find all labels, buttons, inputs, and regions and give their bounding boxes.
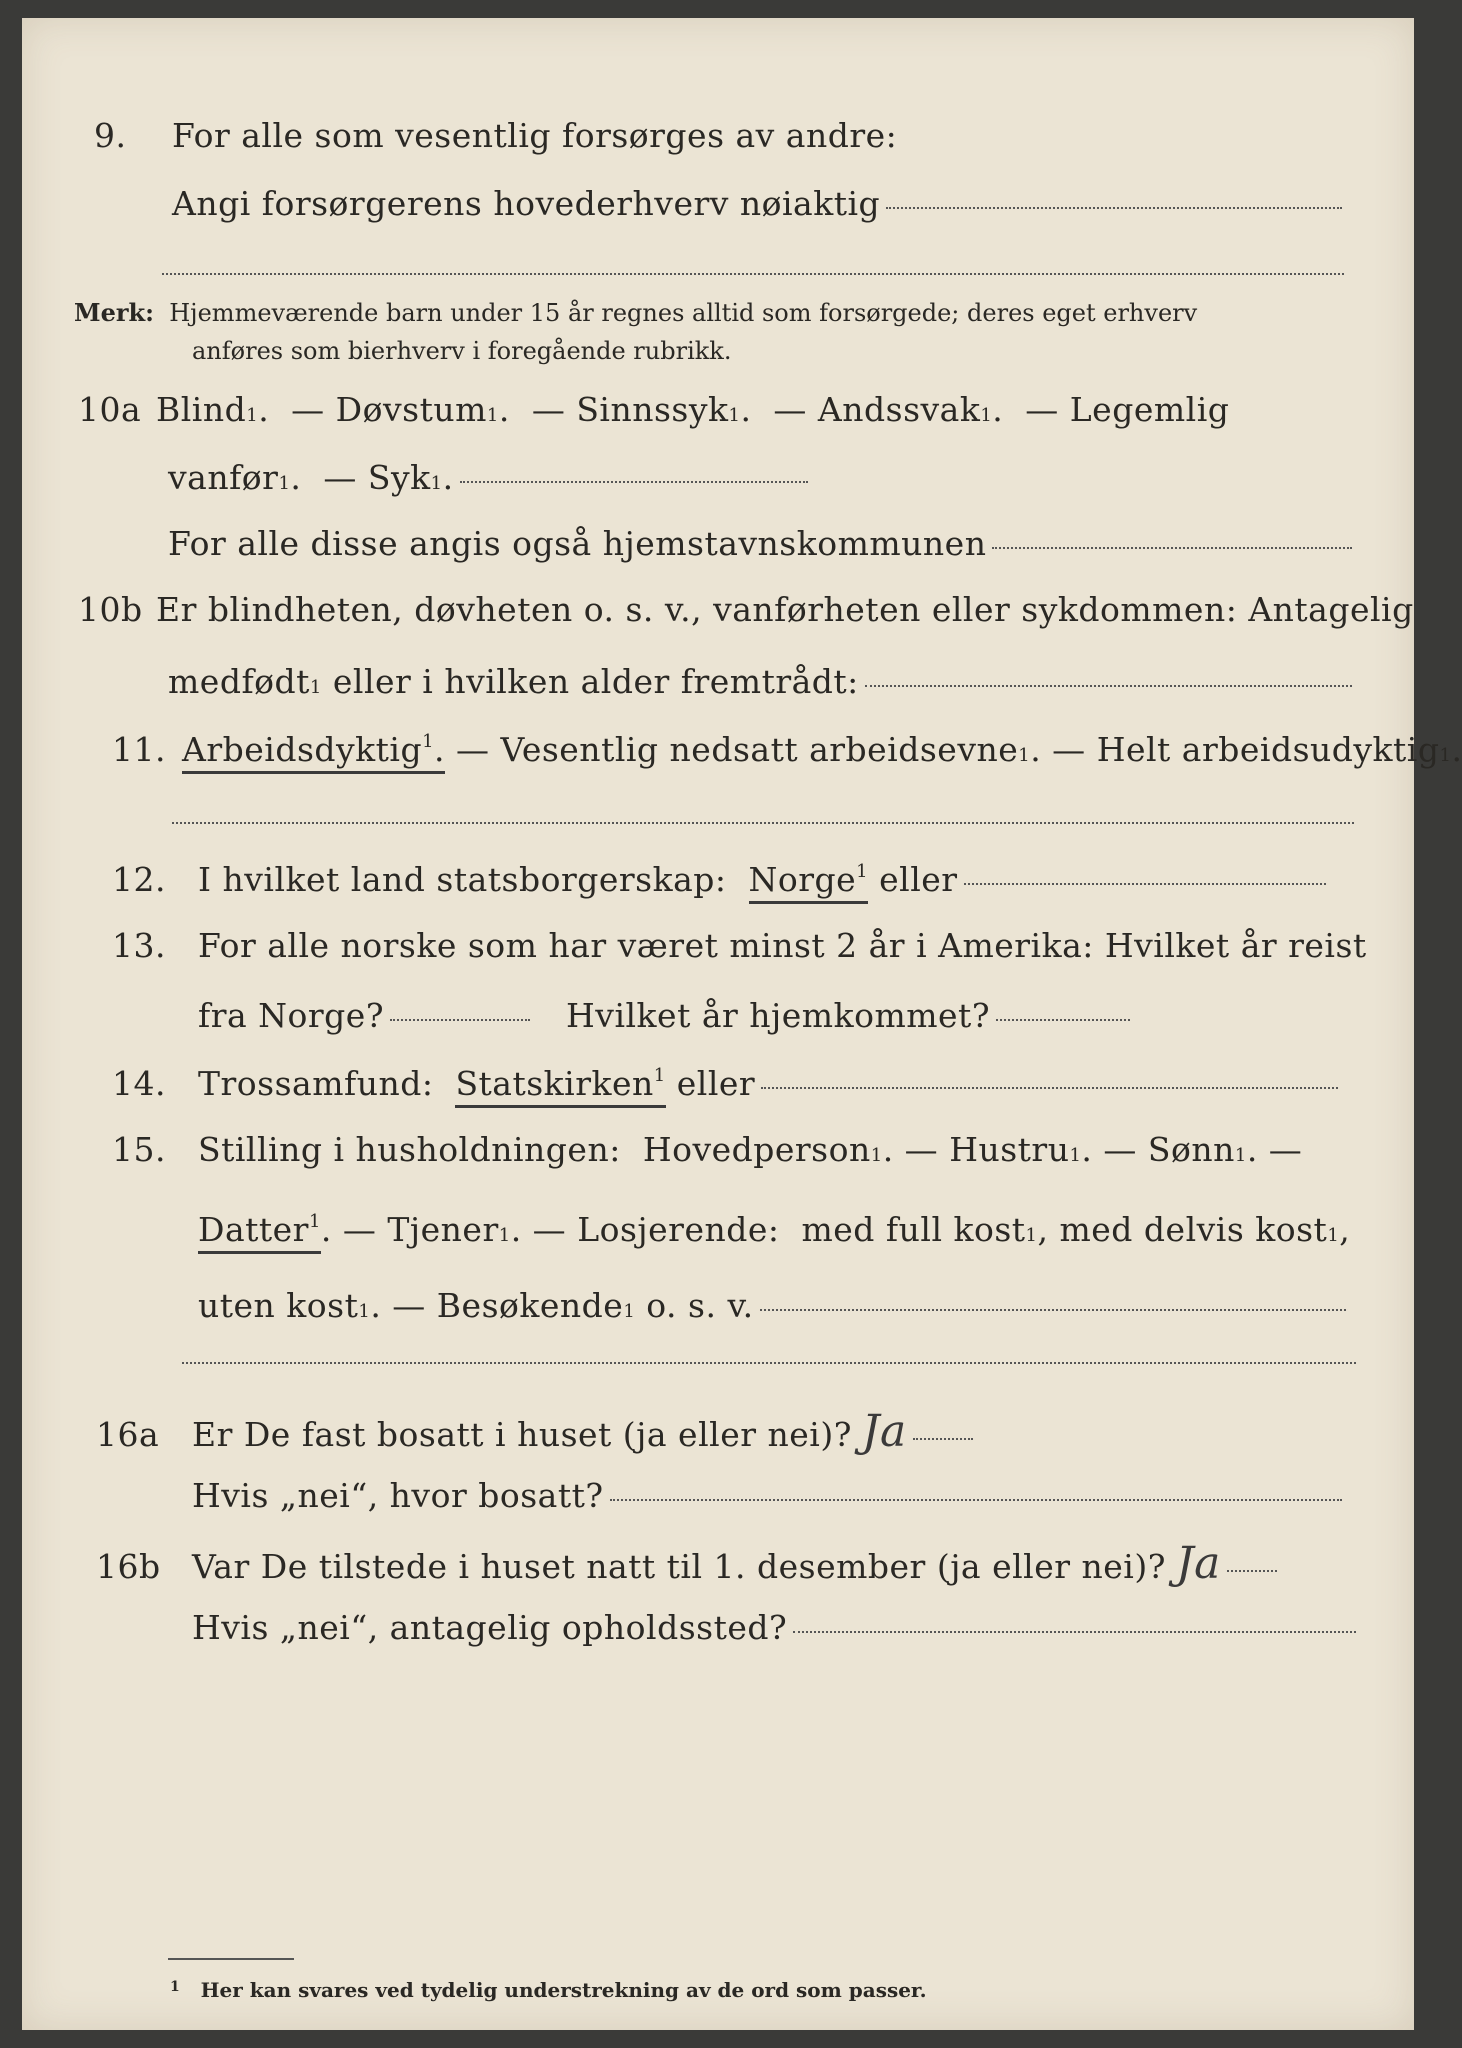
q12-number: 12. xyxy=(112,860,166,899)
q16a-line1 xyxy=(96,1406,973,1457)
opt-blind[interactable]: Blind xyxy=(156,390,247,429)
q13-hjemkommet: Hvilket år hjemkommet? xyxy=(566,996,991,1035)
q10b-alder-prompt: eller i hvilken alder fremtrådt: xyxy=(332,662,859,701)
opt-datter-underlined[interactable]: Datter$^1$ xyxy=(198,1210,321,1254)
q12-text: I hvilket land statsborgerskap: xyxy=(198,860,727,899)
q10b-answer-field[interactable] xyxy=(865,685,1352,687)
footnote-mark: 1 xyxy=(170,1979,180,1995)
q10b-line2: medfødt 1 eller i hvilken alder fremtrådt: xyxy=(168,662,1352,701)
opt-besokende[interactable]: Besøkende xyxy=(436,1286,624,1325)
q15-answer-field[interactable] xyxy=(760,1309,1346,1311)
q14-text: Trossamfund: xyxy=(198,1064,434,1103)
q10a-line2: vanfør 1 . — Syk 1 . xyxy=(168,458,808,497)
opt-hustru[interactable]: Hustru xyxy=(949,1130,1070,1169)
opt-andssvak[interactable]: Andssvak xyxy=(817,390,981,429)
q16b-followup: Hvis „nei“, antagelig opholdssted? xyxy=(192,1608,788,1647)
opt-tjener[interactable]: Tjener xyxy=(387,1210,499,1249)
q16a-answer-field[interactable] xyxy=(913,1438,973,1440)
q14-eller: eller xyxy=(676,1064,756,1103)
q10a-answer-field[interactable] xyxy=(460,481,808,483)
merk-line1: Hjemmeværende barn under 15 år regnes alltid som forsørgede; deres eget erhverv xyxy=(169,299,1198,327)
opt-sinnssyk[interactable]: Sinnssyk xyxy=(576,390,729,429)
opt-norge-underlined[interactable]: Norge$^1$ xyxy=(749,860,869,904)
q15-osv: o. s. v. xyxy=(646,1286,754,1325)
q11-answer-field[interactable] xyxy=(172,822,1354,824)
q13-hjem-field[interactable] xyxy=(996,1019,1130,1021)
opt-arbeidsdyktig-underlined[interactable]: Arbeidsdyktig$^1$. xyxy=(182,730,445,774)
footnote-divider xyxy=(168,1958,294,1960)
q9-occupation-prompt: Angi forsørgerens hovederhverv nøiaktig xyxy=(172,184,881,223)
q16a-followup: Hvis „nei“, hvor bosatt? xyxy=(192,1476,604,1515)
q16b-text: Var De tilstede i huset natt til 1. desember (ja eller nei)? xyxy=(192,1547,1166,1586)
opt-syk[interactable]: Syk xyxy=(367,458,431,497)
q9-answer-field-2[interactable] xyxy=(162,273,1344,275)
opt-delvis-kost[interactable]: med delvis kost xyxy=(1059,1210,1328,1249)
q16b-number: 16b xyxy=(96,1547,161,1586)
q16b-handwritten-answer[interactable]: Ja xyxy=(1175,1538,1221,1589)
opt-helt-udyktig[interactable]: Helt arbeidsudyktig xyxy=(1096,730,1440,769)
opt-legemlig[interactable]: Legemlig xyxy=(1069,390,1230,429)
q13-line2 xyxy=(198,996,1130,1035)
q10a-line3 xyxy=(168,524,1352,563)
q12-line xyxy=(112,860,1326,904)
q13-line1 xyxy=(112,926,1367,965)
opt-statskirken-underlined[interactable]: Statskirken$^1$ xyxy=(455,1064,665,1108)
q16b-line2 xyxy=(192,1608,1356,1647)
opt-uten-kost[interactable]: uten kost xyxy=(198,1286,359,1325)
q13-fra-norge: fra Norge? xyxy=(198,996,385,1035)
q10b-number: 10b xyxy=(78,590,143,629)
q13-text: For alle norske som har været minst 2 år i Amerika: Hvilket år reist xyxy=(198,926,1367,965)
merk-label: Merk: xyxy=(74,298,154,327)
footnote-text: Her kan svares ved tydelig understrekning av de ord som passer. xyxy=(200,1978,927,2002)
q9-number: 9. xyxy=(94,116,127,155)
q10a-hjemstavn-field[interactable] xyxy=(992,547,1352,549)
q9-text: For alle som vesentlig forsørges av andre: xyxy=(172,116,898,155)
q15-line1: 15. Stilling i husholdningen: Hovedperson 1 . — Hustru 1 . — Sønn 1 . — xyxy=(112,1130,1303,1169)
q9-answer-field[interactable] xyxy=(886,207,1342,209)
q12-answer-field[interactable] xyxy=(964,883,1326,885)
merk-note xyxy=(74,294,1197,370)
q16a-line2 xyxy=(192,1476,1342,1515)
q14-number: 14. xyxy=(112,1064,166,1103)
q15-line2: Datter$^1$ . — Tjener 1 . — Losjerende: med full kost 1 , med delvis kost 1 , xyxy=(198,1210,1350,1254)
q16a-number: 16a xyxy=(96,1415,160,1454)
q15-line3: uten kost 1 . — Besøkende 1 o. s. v. xyxy=(198,1286,1346,1325)
q13-fra-field[interactable] xyxy=(390,1019,530,1021)
census-form-page xyxy=(22,18,1462,2030)
opt-dovstum[interactable]: Døvstum xyxy=(335,390,487,429)
q10b-line1 xyxy=(78,590,1414,629)
q10b-text: Er blindheten, døvheten o. s. v., vanførheten eller sykdommen: Antagelig xyxy=(156,590,1414,629)
q16b-line1 xyxy=(96,1538,1277,1589)
opt-hovedperson[interactable]: Hovedperson xyxy=(642,1130,871,1169)
q11-line: 11. Arbeidsdyktig$^1$. — Vesentlig nedsatt arbeidsevne 1 . — Helt arbeidsudyktig 1 . xyxy=(112,730,1462,774)
q15-losjerende: Losjerende: xyxy=(577,1210,780,1249)
q10a-hjemstavn-prompt: For alle disse angis også hjemstavnskommunen xyxy=(168,524,987,563)
opt-medfodt[interactable]: medfødt xyxy=(168,662,310,701)
opt-sonn[interactable]: Sønn xyxy=(1147,1130,1235,1169)
q14-line xyxy=(112,1064,1338,1108)
q9-line2 xyxy=(172,184,1342,223)
q11-number: 11. xyxy=(112,730,166,769)
q10a-number: 10a xyxy=(78,390,142,429)
q12-eller: eller xyxy=(879,860,958,899)
opt-full-kost[interactable]: med full kost xyxy=(801,1210,1026,1249)
merk-line2: anføres som bierhverv i foregående rubrikk. xyxy=(192,337,732,365)
opt-vesentlig-nedsatt[interactable]: Vesentlig nedsatt arbeidsevne xyxy=(500,730,1019,769)
q16a-followup-field[interactable] xyxy=(610,1499,1342,1501)
q10a-line1: 10a Blind 1 . — Døvstum 1 . — Sinnssyk 1 . — Andssvak 1 . — Legemlig xyxy=(78,390,1230,429)
q14-answer-field[interactable] xyxy=(761,1087,1338,1089)
q15-number: 15. xyxy=(112,1130,166,1169)
footnote xyxy=(170,1978,927,2002)
q16a-text: Er De fast bosatt i huset (ja eller nei)? xyxy=(192,1415,852,1454)
opt-vanfor[interactable]: vanfør xyxy=(168,458,279,497)
q15-answer-field-2[interactable] xyxy=(182,1362,1356,1364)
q16a-handwritten-answer[interactable]: Ja xyxy=(861,1406,907,1457)
q16b-followup-field[interactable] xyxy=(793,1631,1356,1633)
q13-number: 13. xyxy=(112,926,166,965)
q16b-answer-field[interactable] xyxy=(1227,1570,1277,1572)
q15-text: Stilling i husholdningen: xyxy=(198,1130,621,1169)
q9-line1 xyxy=(94,116,897,155)
